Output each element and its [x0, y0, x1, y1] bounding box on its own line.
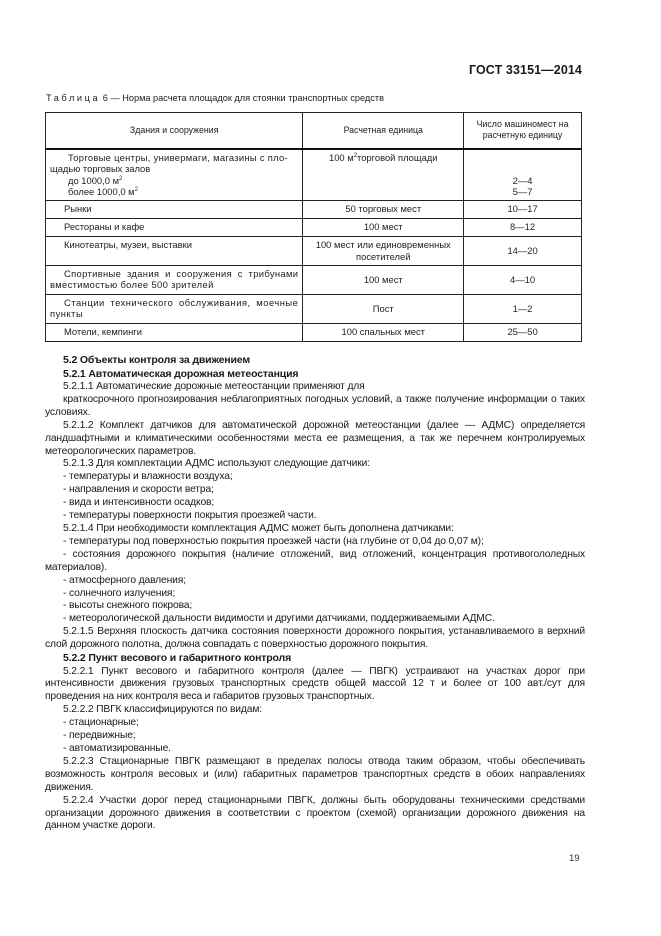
section-heading-5-2-2: 5.2.2 Пункт весового и габаритного контроля: [63, 652, 292, 665]
parking-norms-table: [45, 112, 582, 342]
table-row: [46, 265, 582, 294]
value-cell: 8—12: [464, 218, 582, 236]
unit-cell: 100 спальных мест: [303, 323, 464, 341]
unit-cell: 100 мест: [303, 218, 464, 236]
building-text: Спортивные здания и сооружения с трибунами вместимостью более 500 зрителей: [50, 267, 299, 290]
body-text: [45, 354, 585, 833]
list-item: - температуры и влажности воздуха;: [63, 471, 233, 483]
value-cell: [464, 149, 582, 201]
building-text: Станции технического обслуживания, моечные пункты: [50, 296, 299, 319]
table-row: [46, 200, 582, 218]
building-text: Рестораны и кафе: [64, 221, 145, 233]
unit-cell: [303, 236, 464, 265]
list-item: - стационарные;: [63, 717, 139, 729]
list-item: - температуры поверхности покрытия проезжей части.: [63, 510, 317, 522]
list-item: - метеорологической дальности видимости и другими датчиками, поддерживаемыми АДМС.: [63, 613, 495, 625]
superscript: 2: [119, 175, 123, 182]
paragraph-5-2-2-1: 5.2.2.1 Пункт весового и габаритного контроля (далее — ПВГК) устраивают на участках дорог при интенсивности движения грузовых транспортных средств общей массой 12 т и более от 100 авт./сут для проведения на них контроля веса и габаритов грузовых транспортных.: [45, 665, 585, 703]
paragraph-5-2-1-1-b: краткосрочного прогнозирования неблагоприятных погодных условий, а также получение информации о таких условиях.: [45, 393, 585, 418]
value-cell: 4—10: [464, 265, 582, 294]
column-header-unit: Расчетная единица: [303, 113, 464, 149]
table-row: [46, 218, 582, 236]
table-caption-number: 6: [102, 93, 108, 103]
column-header-spaces-text: Число машиномест на расчетную единицу: [476, 118, 569, 141]
paragraph-5-2-1-4: 5.2.1.4 При необходимости комплектация АДМС может быть дополнена датчиками:: [63, 522, 454, 534]
building-cell: [46, 149, 303, 201]
building-cell: [46, 294, 303, 323]
list-item: - атмосферного давления;: [63, 574, 186, 586]
table-row: [46, 149, 582, 201]
paragraph-5-2-2-3: 5.2.2.3 Стационарные ПВГК размещают в пределах полосы отвода таким образом, чтобы обеспечивать возможность контроля весовых и (или) габаритных параметров транспортных средств в обоих направлениях движения.: [45, 755, 585, 793]
list-item: - направления и скорости ветра;: [63, 484, 214, 496]
building-subitem: [50, 175, 298, 187]
unit-cell: 100 мест: [303, 265, 464, 294]
superscript: 2: [353, 152, 358, 159]
unit-cell: 50 торговых мест: [303, 200, 464, 218]
list-item: - автоматизированные.: [63, 742, 171, 754]
building-cell: [46, 200, 303, 218]
subitem-text: более 1000,0 м: [68, 186, 135, 197]
subitem-text: до 1000,0 м: [68, 174, 120, 186]
list-item: - высоты снежного покрова;: [63, 600, 193, 612]
value-cell: 14—20: [464, 236, 582, 265]
paragraph-5-2-1-1-a: 5.2.1.1 Автоматические дорожные метеостанции применяют для: [63, 381, 365, 392]
unit-cell: Пост: [303, 294, 464, 323]
building-text: [50, 152, 298, 164]
table-row: [46, 236, 582, 265]
value-cell: 1—2: [464, 294, 582, 323]
list-item: - состояния дорожного покрытия (наличие отложений, вид отложений, концентрация противогололедных материалов).: [45, 548, 585, 573]
unit-text: 100 м: [328, 151, 354, 163]
paragraph-5-2-2-4: 5.2.2.4 Участки дорог перед стационарными ПВГК, должны быть оборудованы техническими средствами организации дорожного движения в соответствии с проектом (схемой) организации дорожного движения на данном участке дороги.: [45, 794, 585, 832]
paragraph-5-2-1-5: 5.2.1.5 Верхняя плоскость датчика состояния поверхности дорожного покрытия, устанавливаемого в верхний слой дорожного полотна, должна совпадать с поверхностью дорожного покрытия.: [45, 626, 585, 651]
document-code: ГОСТ 33151—2014: [468, 63, 582, 77]
unit-text: торговой площади: [357, 151, 438, 163]
superscript: 2: [134, 187, 138, 193]
building-text: Рынки: [64, 203, 92, 215]
building-line: щадью торговых залов: [50, 163, 151, 174]
table-header-row: [46, 113, 582, 149]
table-caption: [46, 93, 384, 103]
value-text: 5—7: [512, 186, 533, 197]
list-item: - солнечного излучения;: [63, 587, 176, 599]
table-row: [46, 323, 582, 341]
paragraph-5-2-2-2: 5.2.2.2 ПВГК классифицируются по видам:: [63, 704, 262, 716]
building-cell: [46, 236, 303, 265]
column-header-spaces: [464, 113, 582, 149]
table-row: [46, 294, 582, 323]
building-text: Кинотеатры, музеи, выставки: [64, 238, 192, 250]
paragraph-5-2-1-2: 5.2.1.2 Комплект датчиков для автоматической дорожной метеостанции (далее — АДМС) определяется ландшафтными и климатическими особенностями места ее размещения, а так же перечнем контролируемых метеорологических параметров.: [45, 419, 585, 457]
building-text: Мотели, кемпинги: [64, 326, 142, 338]
unit-text: 100 мест или единовременных посетителей: [315, 239, 451, 262]
table-caption-label: Таблица: [46, 93, 101, 103]
value-cell: 10—17: [464, 200, 582, 218]
list-item: - температуры под поверхностью покрытия проезжей части (на глубине от 0,04 до 0,07 м);: [63, 535, 484, 547]
value-cell: 25—50: [464, 323, 582, 341]
value-text: 2—4: [512, 174, 533, 186]
list-item: - вида и интенсивности осадков;: [63, 497, 215, 509]
section-heading-5-2: 5.2 Объекты контроля за движением: [63, 354, 250, 366]
column-header-buildings: Здания и сооружения: [46, 113, 303, 149]
building-cell: [46, 218, 303, 236]
page-number: 19: [569, 853, 580, 864]
building-cell: [46, 265, 303, 294]
building-subitem: [50, 186, 298, 198]
building-line: Торговые центры, универмаги, магазины с пло-: [68, 151, 288, 163]
table-caption-text: — Норма расчета площадок для стоянки транспортных средств: [110, 93, 384, 103]
paragraph-5-2-1-3: 5.2.1.3 Для комплектации АДМС используют следующие датчики:: [63, 458, 370, 470]
unit-cell: [303, 149, 464, 201]
section-heading-5-2-1: 5.2.1 Автоматическая дорожная метеостанция: [63, 367, 299, 380]
building-cell: [46, 323, 303, 341]
list-item: - передвижные;: [63, 730, 136, 742]
